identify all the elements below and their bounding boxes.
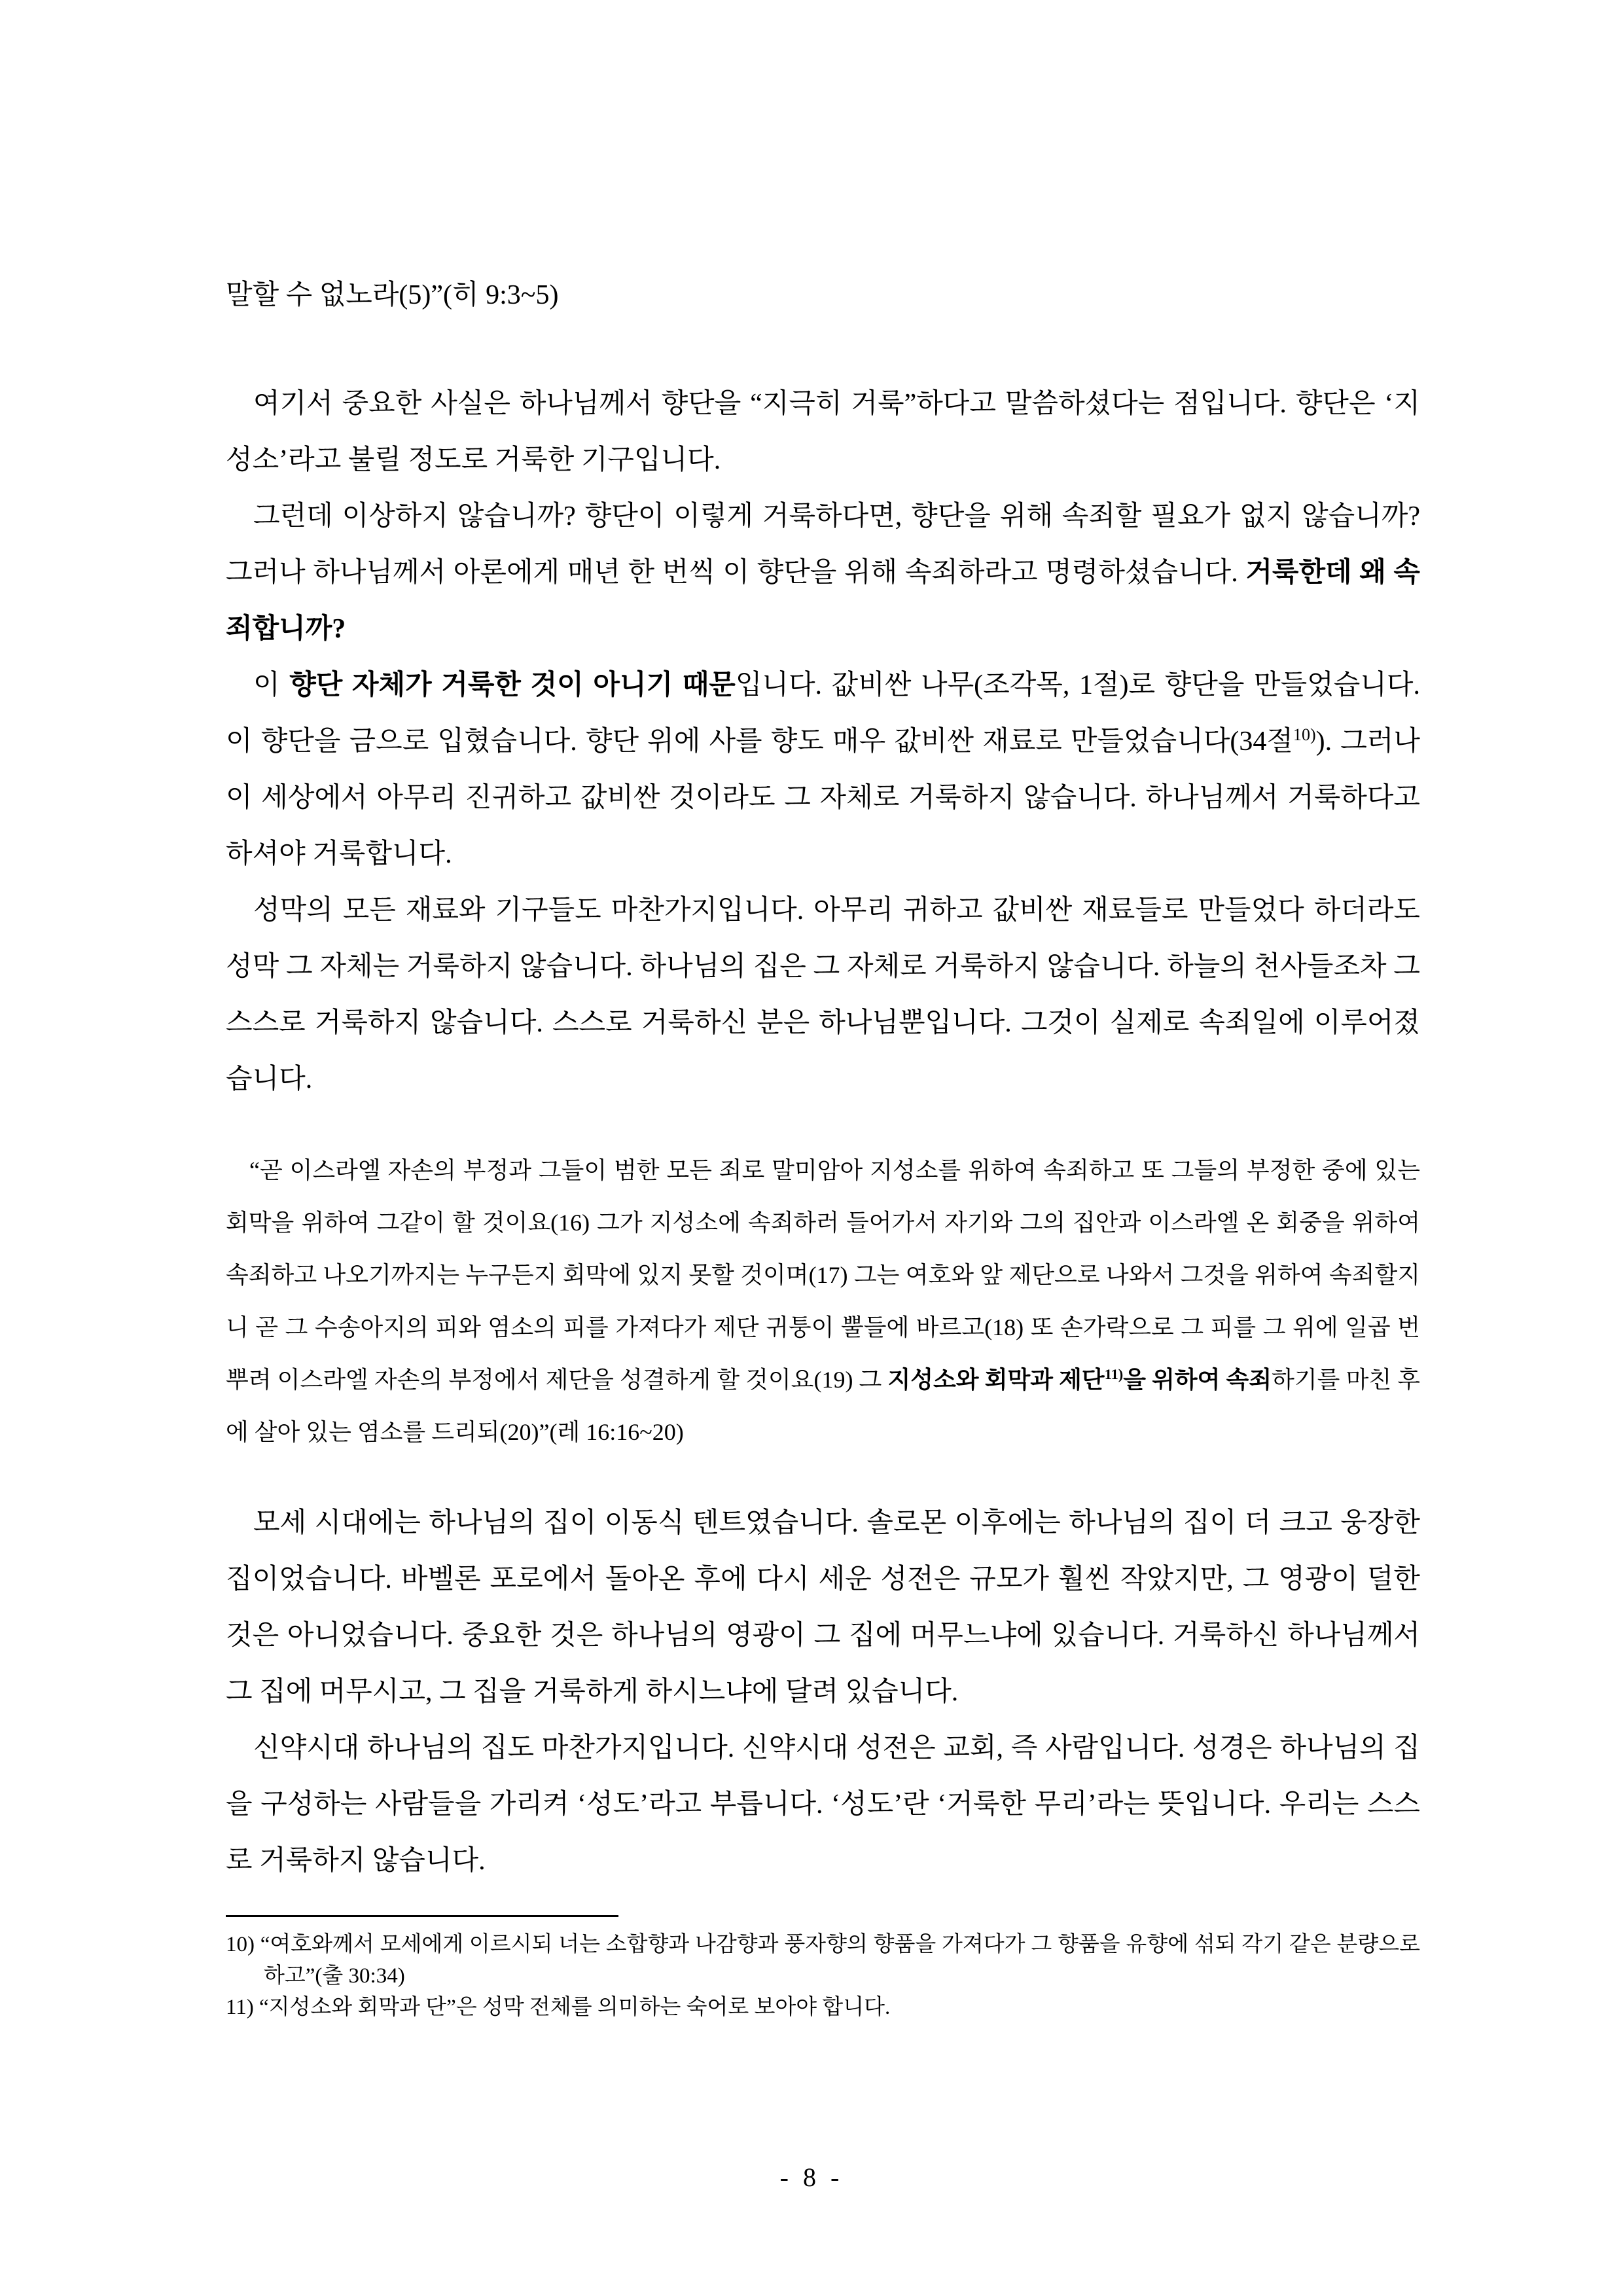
paragraph-altar-not-holy-itself: 이 향단 자체가 거룩한 것이 아니기 때문입니다. 값비싼 나무(조각목, 1절)로 향단을 만들었습니다. 이 향단을 금으로 입혔습니다. 향단 위에 사를 향도 매우 값비싼 재료로 만들었습니다(34절$^{10)}$). 그러나 이 세상에서 아무리 진귀하고 값비싼 것이라도 그 자체로 거룩하지 않습니다. 하나님께서 거룩하다고 하셔야 거룩합니다. <box>226 670 1421 869</box>
footnote-11: 11) “지성소와 회막과 단”은 성막 전체를 의미하는 숙어로 보아야 합니다. <box>226 1996 891 2019</box>
paragraph-tabernacle-materials: 성막의 모든 재료와 기구들도 마찬가지입니다. 아무리 귀하고 값비싼 재료들로 만들었다 하더라도 성막 그 자체는 거룩하지 않습니다. 하나님의 집은 그 자체로 거룩하지 않습니다. 하늘의 천사들조차 그 스스로 거룩하지 않습니다. 스스로 거룩하신 분은 하나님뿐입니다. 그것이 실제로 속죄일에 이루어졌습니다. <box>226 895 1420 1094</box>
paragraph-new-testament-temple: 신약시대 하나님의 집도 마찬가지입니다. 신약시대 성전은 교회, 즉 사람입니다. 성경은 하나님의 집을 구성하는 사람들을 가리켜 ‘성도’라고 부릅니다. ‘성도’란 ‘거룩한 무리’라는 뜻입니다. 우리는 스스로 거룩하지 않습니다. <box>226 1733 1420 1876</box>
page-number: - 8 - <box>779 2162 844 2192</box>
paragraph-house-of-god-history: 모세 시대에는 하나님의 집이 이동식 텐트였습니다. 솔로몬 이후에는 하나님의 집이 더 크고 웅장한 집이었습니다. 바벨론 포로에서 돌아온 후에 다시 세운 성전은 규모가 훨씬 작았지만, 그 영광이 덜한 것은 아니었습니다. 중요한 것은 하나님의 영광이 그 집에 머무느냐에 있습니다. 거룩하신 하나님께서 그 집에 머무시고, 그 집을 거룩하게 하시느냐에 달려 있습니다. <box>226 1508 1420 1707</box>
footnote-separator-rule <box>226 1915 618 1917</box>
footnote-10: 10) “여호와께서 모세에게 이르시되 너는 소합향과 나감향과 풍자향의 향품을 가져다가 그 향품을 유향에 섞되 각기 같은 분량으로 하고”(출 30:34) <box>226 1933 1420 1988</box>
paragraph-holiness-of-altar: 여기서 중요한 사실은 하나님께서 향단을 “지극히 거룩”하다고 말씀하셨다는 점입니다. 향단은 ‘지성소’라고 불릴 정도로 거룩한 기구입니다. <box>226 389 1420 475</box>
paragraph-why-atone-question: 그런데 이상하지 않습니까? 향단이 이렇게 거룩하다면, 향단을 위해 속죄할 필요가 없지 않습니까? 그러나 하나님께서 아론에게 매년 한 번씩 이 향단을 위해 속죄하라고 명령하셨습니다. 거룩한데 왜 속죄합니까? <box>226 501 1420 644</box>
scripture-quote-leviticus: “곧 이스라엘 자손의 부정과 그들이 범한 모든 죄로 말미암아 지성소를 위하여 속죄하고 또 그들의 부정한 중에 있는 회막을 위하여 그같이 할 것이요(16) 그가 지성소에 속죄하러 들어가서 자기와 그의 집안과 이스라엘 온 회중을 위하여 속죄하고 나오기까지는 누구든지 회막에 있지 못할 것이며(17) 그는 여호와 앞 제단으로 나와서 그것을 위하여 속죄할지니 곧 그 수송아지의 피와 염소의 피를 가져다가 제단 귀퉁이 뿔들에 바르고(18) 또 손가락으로 그 피를 그 위에 일곱 번 뿌려 이스라엘 자손의 부정에서 제단을 성결하게 할 것이요(19) 그 지성소와 회막과 제단$^{11)}$을 위하여 속죄하기를 마친 후에 살아 있는 염소를 드리되(20)”(레 16:16~20) <box>226 1157 1421 1445</box>
page-content <box>226 267 1420 2023</box>
opening-continuation-line: 말할 수 없노라(5)”(히 9:3~5) <box>226 280 559 310</box>
footnote-area <box>226 1915 1420 2023</box>
